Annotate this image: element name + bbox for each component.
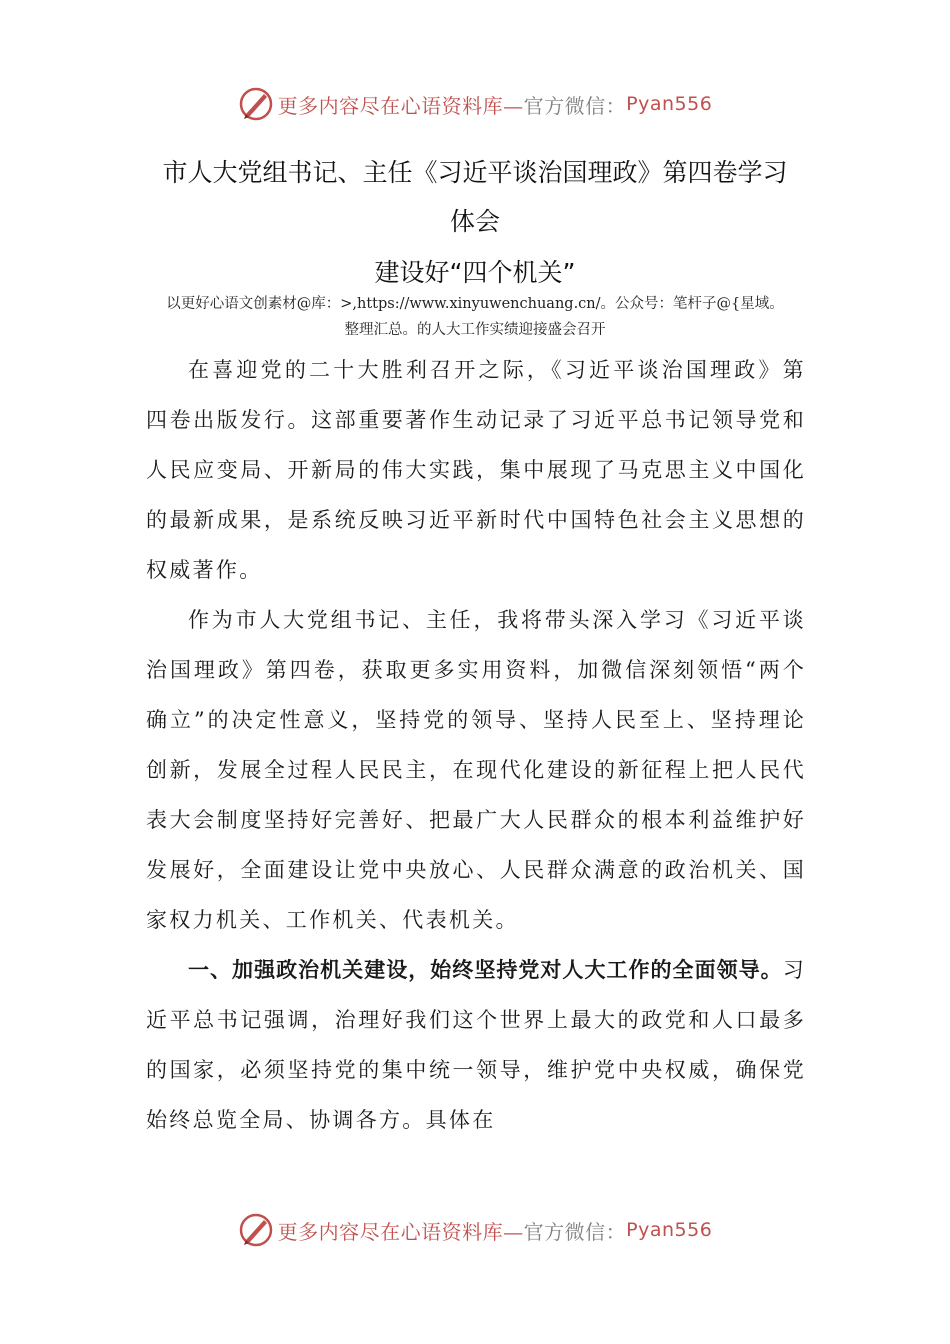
pen-logo-icon [238,86,274,122]
document-subtitle: 建设好“四个机关” [374,258,576,287]
paragraph-intro: 在喜迎党的二十大胜利召开之际，《习近平谈治国理政》第四卷出版发行。这部重要著作生动记录了习近平总书记领导党和人民应变局、开新局的伟大实践，集中展现了马克思主义中国化的最新成果，是系统反映习近平新时代中国特色社会主义思想的权威著作。 [146,358,806,582]
footer-banner [0,1210,950,1250]
source-note-line-2: 整理汇总。的人大工作实绩迎接盛会召开 [344,322,606,338]
paragraph-commitment: 作为市人大党组书记、主任，我将带头深入学习《习近平谈治国理政》第四卷，获取更多实用资料，加微信深刻领悟“两个确立”的决定性意义，坚持党的领导、坚持人民至上、坚持理论创新，发展全过程人民民主，在现代化建设的新征程上把人民代表大会制度坚持好完善好、把最广大人民群众的根本利益维护好发展好，全面建设让党中央放心、人民群众满意的政治机关、国家权力机关、工作机关、代表机关。 [146,608,806,932]
section-one-text: 习近平总书记强调，治理好我们这个世界上最大的政党和人口最多的国家，必须坚持党的集中统一领导，维护党中央权威，确保党始终总览全局、协调各方。具体在 [146,958,806,1132]
header-banner [0,84,950,124]
banner-wechat-id: Pyan556 [626,1219,713,1241]
document-title-line-1: 市人大党组书记、主任《习近平谈治国理政》第四卷学习 [162,158,788,187]
banner-wechat-label: 官方微信： [523,93,627,118]
banner-text: 更多内容尽在心语资料库— [277,1219,524,1244]
section-one-heading: 一、加强政治机关建设，始终坚持党对人大工作的全面领导。 [188,958,783,982]
banner-wechat-label: 官方微信： [523,1219,627,1244]
banner-text: 更多内容尽在心语资料库— [277,93,524,118]
source-note-line-1: 以更好心语文创素材@库：>,https://www.xinyuwenchuang.cn/。公众号：笔杆子@{星域。 [166,296,784,312]
document-body [146,345,806,1145]
paragraph-section-one [146,945,806,1145]
banner-wechat-id: Pyan556 [626,93,713,115]
document-title-line-2: 体会 [449,207,500,236]
pen-logo-icon [238,1212,274,1248]
